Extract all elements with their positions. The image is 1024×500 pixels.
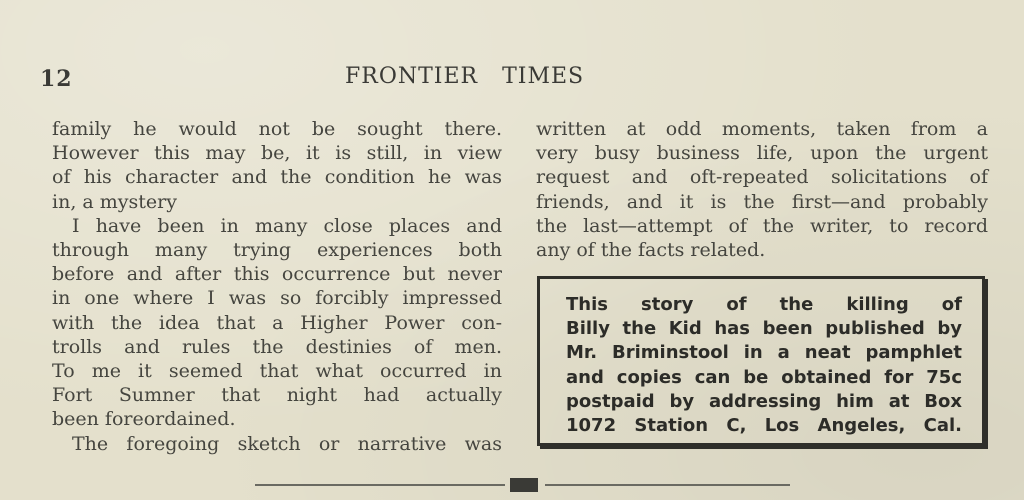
text-line: with the idea that a Higher Power con-	[52, 311, 502, 334]
text-line: in one where I was so forcibly impressed	[52, 287, 502, 310]
pamphlet-notice-box	[537, 276, 985, 446]
text-line: the last—attempt of the writer, to record	[536, 214, 988, 237]
text-line: of his character and the condition he was	[52, 166, 502, 189]
notice-line: postpaid by addressing him at Box	[566, 390, 962, 412]
page-number: 12	[40, 66, 73, 92]
right-column	[536, 117, 988, 262]
text-line: before and after this occurrence but never	[52, 263, 502, 286]
text-line: through many trying experiences both	[52, 239, 502, 262]
notice-line: 1072 Station C, Los Angeles, Cal.	[566, 415, 962, 437]
text-line: The foregoing sketch or narrative was	[72, 432, 502, 455]
text-line: trolls and rules the destinies of men.	[52, 335, 502, 358]
notice-text	[566, 293, 962, 438]
text-line: written at odd moments, taken from a	[536, 118, 988, 140]
text-line: been foreordained.	[52, 408, 236, 431]
text-line: friends, and it is the first—and probably	[536, 190, 988, 213]
notice-line: Mr. Briminstool in a neat pamphlet	[566, 342, 962, 364]
text-line: Fort Sumner that night had actually	[52, 384, 502, 407]
left-column	[52, 117, 502, 456]
text-line: To me it seemed that what occurred in	[52, 360, 502, 383]
text-line: request and oft-repeated solicitations of	[536, 166, 988, 189]
notice-line: This story of the killing of	[566, 294, 962, 315]
text-line: I have been in many close places and	[72, 214, 502, 237]
footer-ornament	[510, 478, 538, 492]
text-line: very busy business life, upon the urgent	[536, 142, 988, 165]
footer-rule-right	[545, 484, 790, 486]
text-line: in, a mystery	[52, 190, 177, 213]
text-line: However this may be, it is still, in view	[52, 142, 502, 165]
notice-line: and copies can be obtained for 75c	[566, 366, 962, 388]
running-head: FRONTIER TIMES	[345, 64, 585, 89]
notice-line: Billy the Kid has been published by	[566, 318, 962, 340]
text-line: any of the facts related.	[536, 239, 766, 262]
footer-rule-left	[255, 484, 505, 486]
text-line: family he would not be sought there.	[52, 118, 502, 140]
